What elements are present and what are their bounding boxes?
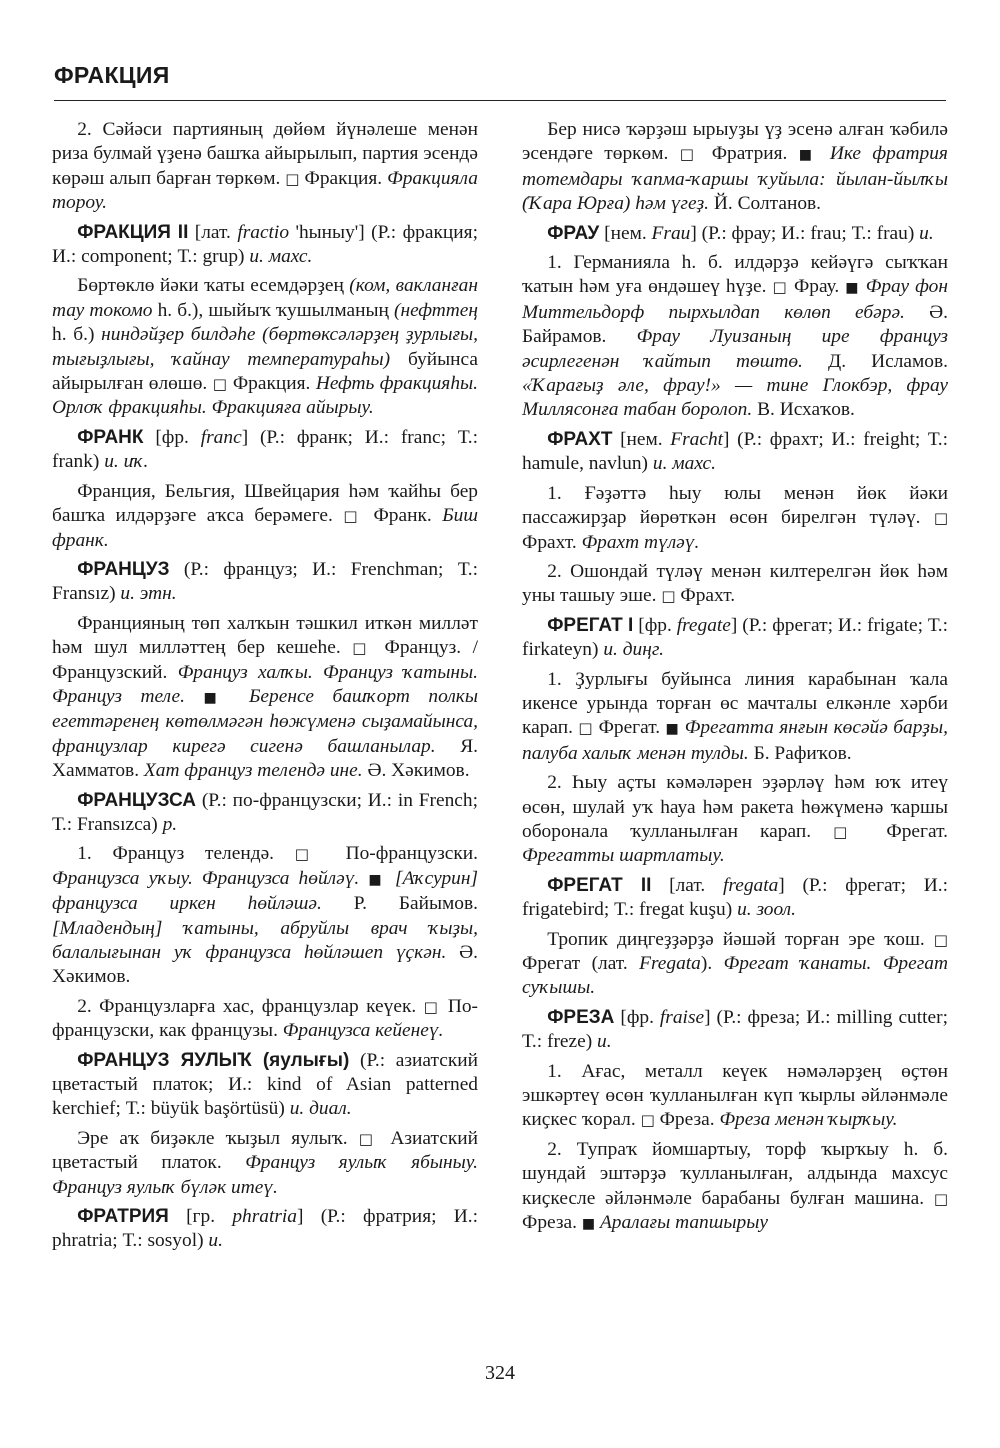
entry-paragraph bbox=[522, 928, 948, 1001]
entry-text: Fracht bbox=[670, 428, 724, 450]
entry-paragraph bbox=[522, 560, 948, 609]
entry-text: ] (Р.: фрегат; И.: frigatebird; Т.: fregat kuşu) bbox=[522, 874, 948, 921]
entry-text: ). bbox=[700, 953, 713, 974]
entry-paragraph bbox=[52, 118, 478, 216]
entry-paragraph bbox=[52, 612, 478, 784]
square-icon: □ bbox=[423, 997, 441, 1016]
entry-text: (Р.: француз; И.: Frenchman; Т.: Fransız) bbox=[52, 558, 478, 605]
entry-frank bbox=[52, 426, 478, 475]
entry-text: ниндәйҙер билдәһе (бөртөксәләрҙең ҙурлығы, тығыҙлығы, ҡайнау температураһы) bbox=[52, 324, 479, 370]
entry-text: Франция, Бельгия, Швейцария һәм ҡайһы бер башҡа илдәрҙәге аҡса берәмеге. bbox=[52, 480, 478, 527]
entry-text: и. bbox=[919, 222, 934, 244]
entry-text: (Р.: по-французски; И.: in French; Т.: Fransızca) bbox=[52, 789, 478, 835]
entry-paragraph bbox=[522, 251, 948, 423]
entry-frantsuz bbox=[52, 558, 478, 607]
entry-text: Фреза. bbox=[659, 1109, 715, 1131]
entry-text: ] (Р.: фрегат; И.: frigate; Т.: firkateyn) bbox=[522, 614, 948, 661]
entry-text: и. зоол. bbox=[737, 899, 796, 921]
entry-paragraph bbox=[522, 118, 948, 217]
headword: ФРАКЦИЯ II bbox=[77, 221, 189, 243]
bullet-icon: ■ bbox=[368, 871, 386, 888]
entry-text: Французса уҡыу. Французса һөйләү. bbox=[52, 867, 360, 889]
entry-paragraph bbox=[52, 1127, 478, 1200]
entry-text: Француз яулыҡ ябыныу. Француз яулыҡ бүләк итеү. bbox=[52, 1152, 478, 1198]
entry-text: ] (Р.: фратрия; И.: phratria; Т.: sosyol) bbox=[52, 1206, 478, 1252]
entry-text: Фреза. bbox=[522, 1212, 577, 1234]
entry-text: Нефть фракцияһы. Орлоҡ фракцияһы. Фракцияға айырыу. bbox=[52, 373, 478, 419]
headword: ФРАНК bbox=[77, 426, 144, 448]
entry-text: Беренсе башҡорт полкы егеттәренең көтөлмәгән һөжүменә сыҙамайынса, французлар кирегә сигенә башланылар. bbox=[52, 685, 478, 757]
entry-text: Фрахт. bbox=[522, 531, 577, 553]
running-head: ФРАКЦИЯ bbox=[54, 62, 170, 88]
entry-text: [нем. bbox=[620, 428, 663, 450]
bullet-icon: ■ bbox=[203, 689, 231, 706]
entry-text: 1. Ағас, металл кеүек нәмәләрҙең өҫтөн эшкәртеү өсөн ҡулланылған күп ҡырлы әйләнмәле киҫкес ҡорал. bbox=[522, 1060, 948, 1131]
entry-fraktsiya-2 bbox=[52, 221, 478, 270]
entry-text: 2. Ошондай түләү менән килтерелгән йөк һәм уны ташыу эше. bbox=[522, 560, 948, 607]
headword: ФРАХТ bbox=[547, 428, 613, 450]
entry-text: 2. Тупраҡ йомшартыу, торф ҡырҡыу һ. б. шундай эштәрҙә ҡулланылған, алдында махсус киҫкесле әйләнмәле барабаны булған машина. bbox=[522, 1138, 948, 1209]
entry-text: fractio bbox=[237, 221, 290, 243]
entry-text: (нефттең bbox=[394, 299, 478, 321]
entry-text: ] (Р.: фрау; И.: frau; Т.: frau) bbox=[690, 222, 915, 244]
entry-text: и. диңг. bbox=[603, 639, 664, 661]
headword: ФРАУ bbox=[547, 222, 600, 244]
entry-text: и. этн. bbox=[120, 583, 177, 605]
entry-text: Французса кейенеү. bbox=[282, 1020, 444, 1042]
square-icon: □ bbox=[285, 169, 300, 188]
entry-text: 1. Германияла һ. б. илдәрҙә кейәүгә сыҡҡан ҡатын һәм уға өндәшеү һүҙе. bbox=[522, 252, 948, 298]
entry-text: Ә. Хәкимов. bbox=[367, 760, 470, 782]
entry-text: [фр. bbox=[638, 614, 672, 636]
square-icon: □ bbox=[833, 822, 865, 841]
entry-paragraph bbox=[522, 1060, 948, 1133]
entry-text: 1. Ҙурлығы буйынса линия карабынан ҡала икенсе урында торған өс мачталы елкәнле хәрби карап. bbox=[522, 668, 948, 739]
entry-text: Француз халҡы. Француз ҡатыны. Француз теле. bbox=[52, 661, 478, 707]
entry-text: [Младендың] ҡатыны, абруйлы врач ҡыҙы, балалығынан уҡ французса һөйләшеп үҫкән. bbox=[52, 917, 478, 963]
entry-text: и. диал. bbox=[289, 1098, 352, 1120]
entry-text: franc bbox=[200, 426, 242, 448]
entry-text: Фрегат. bbox=[886, 820, 948, 842]
square-icon: □ bbox=[661, 587, 676, 606]
entry-text: 2. Французларға хас, французлар кеүек. bbox=[77, 995, 417, 1017]
entry-text: р. bbox=[162, 813, 178, 835]
right-column bbox=[522, 118, 948, 1241]
entry-text: Фракцияла тороу. bbox=[52, 167, 478, 214]
header-rule bbox=[54, 100, 946, 101]
square-icon: □ bbox=[933, 509, 948, 528]
entry-paragraph bbox=[522, 1138, 948, 1237]
entry-text: [лат. bbox=[669, 874, 706, 896]
entry-text: һ. б.), bbox=[157, 299, 204, 321]
entry-text: Я. Хамматов. bbox=[52, 735, 478, 782]
entry-text: Й. Солтанов. bbox=[713, 193, 822, 215]
entry-freza bbox=[522, 1006, 948, 1055]
entry-text: Тропик диңгеҙҙәрҙә йәшәй торған эре ҡош. bbox=[547, 928, 925, 950]
entry-text: Фрау фон Миттельдорф пырхылдап көлөп ебәрә. bbox=[522, 276, 948, 323]
entry-text: fregate bbox=[676, 614, 731, 636]
entry-text: По-французски, как французы. bbox=[52, 995, 478, 1042]
square-icon: □ bbox=[578, 719, 594, 738]
entry-text: 'һыныу'] (Р.: фракция; И.: component; Т.: grup) bbox=[52, 221, 478, 268]
entry-text: [Аҡсурин] французса иркен һөйләшә. bbox=[52, 867, 478, 915]
entry-frau bbox=[522, 222, 948, 246]
entry-text: Фрегатта янғын көсәйә барҙы, палуба халыҡ менән тулды. bbox=[522, 717, 948, 764]
entry-text: Фрау. bbox=[793, 276, 840, 298]
entry-text: буйынса айырылған өлөшө. bbox=[52, 348, 478, 395]
headword: ФРАНЦУЗСА bbox=[77, 789, 196, 811]
entry-text: Фрахт түләү. bbox=[581, 531, 700, 553]
entry-text: 1. Француз телендә. bbox=[77, 843, 275, 865]
entry-text: Ике фратрия тотемдары ҡапма-ҡаршы ҡуйыла: йылан-йылҡы (Ҡара Юрға) һәм үгеҙ. bbox=[522, 143, 948, 215]
entry-text: ] (Р.: фрахт; И.: freight; Т.: hamule, navlun) bbox=[522, 428, 948, 475]
entry-text: Фракция. bbox=[232, 373, 311, 395]
entry-text: Фракция. bbox=[304, 167, 383, 189]
entry-frantsuz-yaulyk bbox=[52, 1049, 478, 1122]
square-icon: □ bbox=[933, 930, 948, 949]
square-icon: □ bbox=[294, 845, 325, 864]
entry-text: һ. б.) bbox=[52, 324, 95, 346]
entry-frakht bbox=[522, 428, 948, 477]
entry-paragraph bbox=[522, 771, 948, 869]
entry-text: Фрау Луизаның ире француз әсирлегенән ҡайтып төштө. bbox=[522, 326, 948, 372]
entry-paragraph bbox=[52, 842, 478, 989]
entry-text: Фрегат ҡанаты. Фрегат суҡышы. bbox=[522, 953, 948, 999]
entry-text: Frau bbox=[651, 222, 691, 244]
entry-text: Француз. / Французский. bbox=[52, 637, 478, 683]
entry-paragraph bbox=[522, 668, 948, 767]
bullet-icon: ■ bbox=[798, 147, 819, 164]
entry-text: Р. Байымов. bbox=[353, 893, 478, 915]
bullet-icon: ■ bbox=[845, 280, 860, 297]
entry-fratriya bbox=[52, 1205, 478, 1254]
entry-text: Аралағы тапшырыу bbox=[599, 1212, 768, 1234]
entry-text: Ә. Хәкимов. bbox=[52, 942, 478, 988]
entry-paragraph bbox=[52, 995, 478, 1044]
entry-text: Биш франк. bbox=[52, 505, 478, 551]
headword: ФРАНЦУЗ bbox=[77, 558, 170, 580]
entry-text: Б. Рафиҡов. bbox=[753, 742, 852, 764]
square-icon: □ bbox=[772, 278, 788, 297]
entry-text: Фрегатты шартлатыу. bbox=[522, 845, 725, 867]
entry-text: и. махс. bbox=[652, 453, 716, 475]
entry-text: Эре аҡ биҙәкле ҡыҙыл яулыҡ. bbox=[77, 1127, 348, 1149]
entry-text: Бөртөклө йәки ҡаты есемдәрҙең bbox=[77, 275, 344, 297]
square-icon: □ bbox=[352, 639, 374, 658]
entry-text: 2. Һыу аҫты кәмәләрен эҙәрләү һәм юҡ итеү өсөн, шулай уҡ һауа һәм ракета һөжүменә ҡаршы оборонала ҡулланылған карап. bbox=[522, 772, 948, 842]
entry-fregat-2 bbox=[522, 874, 948, 923]
entry-text: Фрегат. bbox=[598, 717, 661, 739]
entry-paragraph bbox=[52, 274, 478, 420]
entry-text: [гр. bbox=[186, 1206, 216, 1228]
entry-text: Франк. bbox=[373, 505, 432, 527]
entry-text: Fregata bbox=[639, 953, 701, 974]
entry-text: Фреза менән ҡырҡыу. bbox=[719, 1109, 898, 1131]
entry-text: Бер нисә ҡәрҙәш ырыуҙы үҙ эсенә алған ҡәбилә эсендәге төркөм. bbox=[522, 119, 948, 165]
square-icon: □ bbox=[212, 375, 228, 394]
entry-text: 1. Ғәҙәттә һыу юлы менән йөк йәки пассажирҙар йөрөткән өсөн бирелгән түләү. bbox=[522, 482, 948, 529]
entry-text: fregata bbox=[723, 874, 779, 896]
square-icon: □ bbox=[343, 507, 364, 526]
square-icon: □ bbox=[933, 1189, 948, 1208]
entry-text: Азиатский цветастый платок. bbox=[52, 1127, 478, 1174]
left-column bbox=[52, 118, 478, 1259]
entry-text: «Ҡарағыҙ әле, фрау!» — тине Глокбэр, фрау Миллясонға табан боролоп. bbox=[522, 375, 948, 421]
entry-text: и. иҡ. bbox=[104, 451, 149, 473]
square-icon: □ bbox=[679, 145, 701, 164]
entry-paragraph bbox=[52, 480, 478, 553]
entry-text: Фрахт. bbox=[680, 585, 736, 607]
entry-text: В. Исхаҡов. bbox=[757, 399, 855, 421]
entry-text: и. bbox=[208, 1230, 223, 1252]
page-number: 324 bbox=[485, 1362, 515, 1384]
entry-paragraph bbox=[522, 482, 948, 555]
entry-text: [фр. bbox=[620, 1006, 654, 1028]
headword: ФРЕГАТ I bbox=[547, 614, 634, 636]
entry-text: (ком, вакланған тау токомо bbox=[52, 275, 478, 321]
entry-text: phratria bbox=[232, 1206, 297, 1228]
entry-text: Ә. Байрамов. bbox=[522, 301, 948, 348]
entry-text: 2. Сәйәси партияның дөйөм йүнәлеше менән риза булмай үҙенә башҡа айырылып, партия эсендә көрәш алып барған төркөм. bbox=[52, 119, 478, 189]
entry-text: шыйыҡ ҡушылманың bbox=[208, 299, 389, 321]
entry-text: Хат француз телендә ине. bbox=[143, 760, 363, 782]
entry-text: По-французски. bbox=[345, 843, 478, 865]
headword: ФРЕЗА bbox=[547, 1006, 615, 1028]
entry-text: (Р.: азиатский цветастый платок; И.: kind of Asian patterned kerchief; Т.: büyük başörtüsü) bbox=[52, 1049, 478, 1120]
entry-text: Францияның төп халҡын тәшкил иткән милләт һәм шул милләттең бер кешеһе. bbox=[52, 612, 478, 659]
headword: ФРАНЦУЗ ЯУЛЫҠ (яулығы) bbox=[77, 1049, 350, 1071]
entry-text: Д. Исламов. bbox=[827, 350, 948, 372]
entry-frantsuzsa bbox=[52, 789, 478, 838]
entry-fregat-1 bbox=[522, 614, 948, 663]
entry-text: Фратрия. bbox=[711, 143, 788, 165]
bullet-icon: ■ bbox=[665, 721, 680, 738]
square-icon: □ bbox=[358, 1129, 380, 1148]
headword: ФРАТРИЯ bbox=[77, 1206, 169, 1228]
square-icon: □ bbox=[640, 1111, 655, 1130]
headword: ФРЕГАТ II bbox=[547, 874, 652, 896]
entry-text: [фр. bbox=[155, 426, 189, 448]
entry-text: ] (Р.: фреза; И.: milling cutter; Т.: freze) bbox=[522, 1006, 948, 1053]
bullet-icon: ■ bbox=[581, 1216, 596, 1233]
entry-text: и. bbox=[597, 1031, 612, 1053]
entry-text: и. махс. bbox=[249, 246, 313, 268]
entry-text: Фрегат (лат. bbox=[522, 953, 628, 974]
entry-text: [нем. bbox=[604, 222, 647, 244]
entry-text: fraise bbox=[659, 1006, 705, 1028]
entry-text: ] (Р.: франк; И.: franc; Т.: frank) bbox=[52, 426, 478, 473]
entry-text: [лат. bbox=[194, 221, 231, 243]
